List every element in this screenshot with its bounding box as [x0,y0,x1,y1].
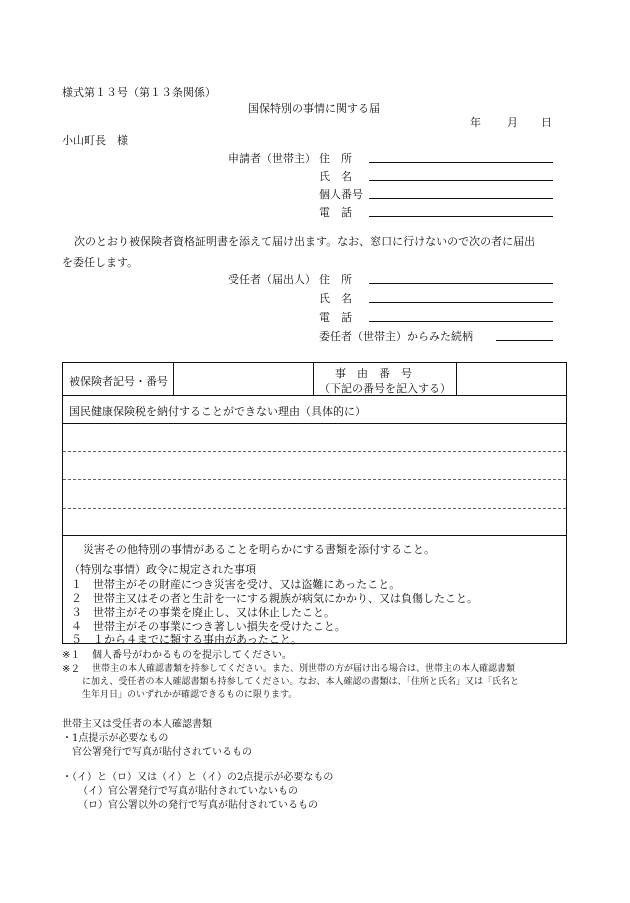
applicant-name-label: 氏 名 [319,170,352,183]
applicant-name-field[interactable] [369,180,553,181]
item-text: 世帯主がその事業につき著しい損失を受けたこと。 [93,620,346,633]
item-number: ５ [71,633,82,646]
delegate-relationship-field[interactable] [496,340,553,341]
item-number: １ [71,578,82,591]
applicant-address-label: 住 所 [319,152,352,165]
delegate-phone-field[interactable] [369,321,553,322]
body-text-line1: 次のとおり被保険者資格証明書を添えて届け出ます。なお、窓口に行けないので次の者に届出 [74,235,536,248]
insured-number-field[interactable] [175,364,313,394]
item-number: ４ [71,620,82,633]
two-point-i: （イ）官公署発行で写真が貼付されていないもの [78,786,298,797]
two-point-ro: （ロ）官公署以外の発行で写真が貼付されているもの [78,800,318,811]
reason-number-label: 事 由 番 号 [335,367,412,380]
date-year-label: 年 [470,116,481,129]
note2-line1: 世帯主の本人確認書類を持参してください。また、別世帯の方が届け出る場合は、世帯主の本人確認書類 [92,664,516,674]
reason-number-note: （下記の番号を記入する） [319,382,451,395]
item-text: 世帯主又はその者と生計を一にする親族が病気にかかり、又は負傷したこと。 [93,592,478,605]
body-text-line2: を委任します。 [62,256,139,269]
reason-label: 国民健康保険税を納付することができない理由（具体的に） [69,405,366,418]
insured-number-label: 被保険者記号・番号 [69,375,168,388]
item-text: １から４までに類する事由があったこと。 [93,633,302,646]
reason-number-field[interactable] [458,364,564,394]
reason-form-table [62,362,567,644]
delegate-phone-label: 電 話 [319,311,352,324]
note1-text: 個人番号がわかるものを提示してください。 [92,650,292,661]
form-number: 様式第１３号（第１３条関係） [62,86,216,99]
item-text: 世帯主がその事業を廃止し、又は休止したこと。 [93,606,335,619]
delegate-address-label: 住 所 [319,273,352,286]
item-text: 世帯主がその財産につき災害を受け、又は盗難にあったこと。 [93,578,401,591]
delegate-name-field[interactable] [369,302,553,303]
attach-note: 災害その他特別の事情があることを明らかにする書類を添付すること。 [83,543,435,556]
two-point-label: ・（イ）と（ロ）又は（イ）と（イ）の2点提示が必要なもの [62,772,334,783]
addressee: 小山町長 様 [62,134,128,147]
delegate-address-field[interactable] [369,283,553,284]
note2-line2: に加え、受任者の本人確認書類も持参してください。なお、本人確認の書類は、「住所と氏名」又は「氏名と [82,677,520,687]
applicant-address-field[interactable] [369,162,553,163]
date-month-label: 月 [507,116,518,129]
one-point-item: 官公署発行で写真が貼付されているもの [72,747,252,758]
reason-text-area[interactable] [65,425,563,535]
applicant-personal-number-label: 個人番号 [319,188,363,201]
note2-line3: 生年月日」のいずれかが確認できるものに限ります。 [82,690,298,700]
one-point-label: ・1点提示が必要なもの [62,733,169,744]
applicant-personal-number-field[interactable] [369,198,553,199]
applicant-phone-field[interactable] [369,216,553,217]
date-day-label: 日 [541,116,552,129]
note1-mark: ※１ [62,650,81,661]
note2-mark: ※２ [62,664,81,675]
item-number: ２ [71,592,82,605]
applicant-phone-label: 電 話 [319,206,352,219]
special-circumstances-heading: （特別な事情）政令に規定された事項 [69,563,256,576]
delegate-relationship-label: 委任者（世帯主）からみた続柄 [319,330,473,343]
delegate-name-label: 氏 名 [319,292,352,305]
page-title: 国保特別の事情に関する届 [248,102,380,115]
delegate-label: 受任者（届出人） [228,273,316,286]
applicant-label: 申請者（世帯主） [228,152,316,165]
item-number: ３ [71,606,82,619]
id-docs-heading: 世帯主又は受任者の本人確認書類 [62,719,212,730]
